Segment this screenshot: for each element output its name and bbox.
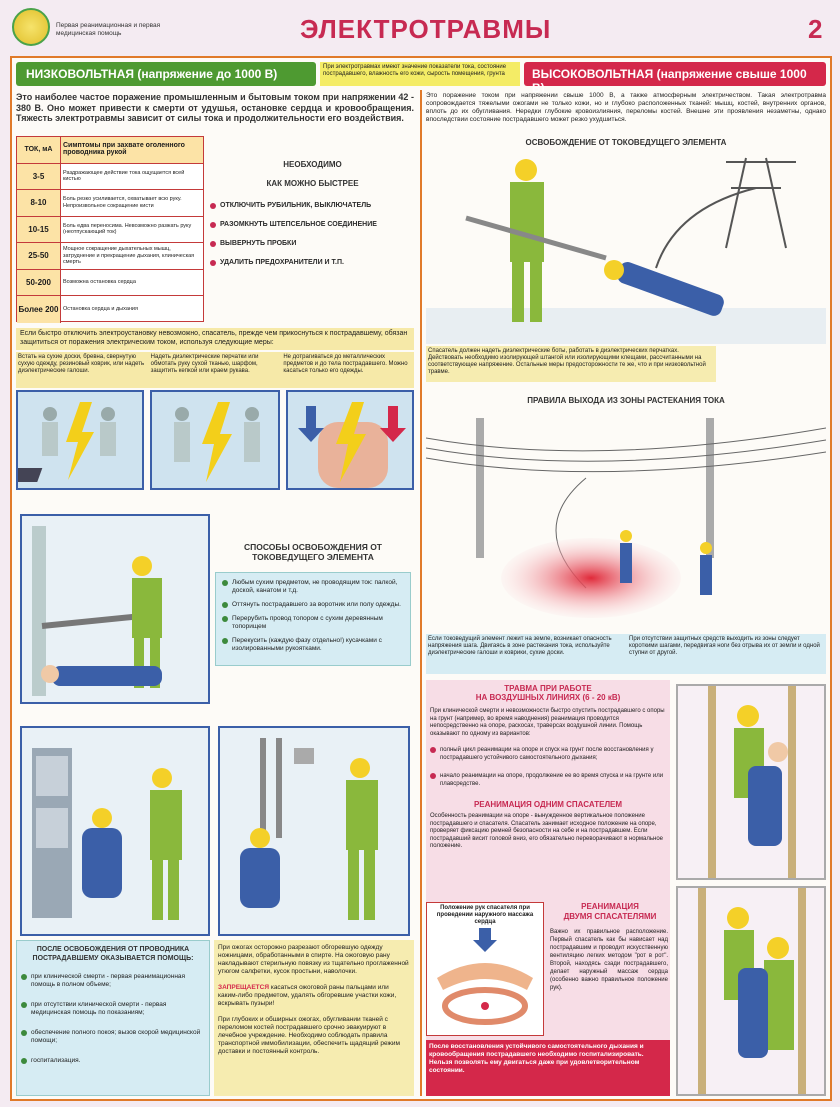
exit-title: ПРАВИЛА ВЫХОДА ИЗ ЗОНЫ РАСТЕКАНИЯ ТОКА: [527, 396, 725, 405]
bullet-icon: [21, 1058, 27, 1064]
measure-picture-3: [286, 390, 414, 490]
axe-illustration: [218, 726, 410, 936]
bullet-icon: [210, 260, 216, 266]
list-item: полный цикл реанимации на опоре и спуск на грунт после восстановления у пострадавшего устойчивого самостоятельного дыхания;: [430, 746, 666, 762]
one-rescuer-illustration: [676, 684, 826, 880]
note-box: При электротравмах имеют значение показатели тока, состояние пострадавшего, влажность его кожи, сырость помещения, грунта: [320, 62, 520, 86]
necessary-item: ОТКЛЮЧИТЬ РУБИЛЬНИК, ВЫКЛЮЧАТЕЛЬ: [210, 202, 415, 209]
table-header-symptoms: Симптомы при захвате оголенного проводника рукой: [61, 137, 203, 163]
high-intro: Это поражение током при напряжении свыше 1000 В, а также атмосферным электричеством. Такая электротравма сопровождается тяжелыми ожогами не только кожи, но и глубоко расположенных тканей: мышц, костей, внутренних органов, вплоть до их обугливания. Нередки глубокие кровоизлияния, переломы костей. Внешне эти проявления незаметны, однако впоследствии состояние пострадавшего может резко ухудшиться.: [426, 92, 826, 123]
table-cell-current: 10-15: [17, 217, 61, 243]
table-cell-symptom: Боль резко усиливается, охватывает всю руку. Непроизвольное сокращение кисти: [63, 196, 182, 209]
list-item: при отсутствии клинической смерти - первая медицинская помощь по показаниям;: [21, 1001, 205, 1017]
after-release-box: [16, 940, 210, 1096]
burns-box: [214, 940, 414, 1096]
high-voltage-title: ВЫСОКОВОЛЬТНАЯ (напряжение свыше 1000 В): [524, 62, 826, 86]
necessary-subtitle: КАК МОЖНО БЫСТРЕЕ: [266, 179, 359, 188]
necessary-item: РАЗОМКНУТЬ ШТЕПСЕЛЬНОЕ СОЕДИНЕНИЕ: [210, 221, 415, 228]
forbidden-label: ЗАПРЕЩАЕТСЯ: [218, 984, 270, 991]
overhead-title: ТРАВМА ПРИ РАБОТЕ: [504, 684, 592, 693]
list-item: начало реанимации на опоре, продолжение ее во время спуска и на грунте или плавсредстве.: [430, 772, 666, 788]
necessary-item: ВЫВЕРНУТЬ ПРОБКИ: [210, 240, 415, 247]
table-header-current: ТОК, мА: [17, 137, 61, 163]
burns-forbidden: [218, 984, 410, 1008]
final-warning: После восстановления устойчивого самостоятельного дыхания и кровообращения пострадавшего необходимо госпитализировать. Нельзя позволять ему двигаться даже при удовлетворительном состоянии.: [426, 1040, 670, 1096]
table-cell-current: 25-50: [17, 243, 61, 269]
page-number: 2: [808, 14, 823, 44]
forbidden-text: касаться ожоговой раны пальцами или каким-либо предметом, удалять обгоревшие участки кожи, вскрывать пузыри!: [218, 984, 397, 1007]
release-illustration-high: [426, 148, 826, 344]
list-item: обеспечение полного покоя; вызов скорой медицинской помощи;: [21, 1029, 205, 1045]
hands-box: [426, 902, 544, 1036]
release-illustration: [20, 514, 210, 704]
list-item: Перерубить провод топором с сухим деревянным топорищем: [222, 615, 404, 631]
measures-row: [16, 352, 414, 388]
measure-text: Встать на сухие доски, бревна, свернутую сухую одежду, резиновый коврик, или надеть диэлектрические галоши.: [18, 354, 145, 374]
release-text: Спасатель должен надеть диэлектрические боты, работать в диэлектрических перчатках. Действовать необходимо изолирующей штангой или изолирующими клещами, рассчитанными на соответствующее напряжение. Остальные меры предосторожности те же, что и при низковольтной травме.: [426, 346, 716, 382]
measure-picture-2: [150, 390, 280, 490]
burns-text-2: При глубоких и обширных ожогах, обугливании тканей с переломом костей пострадавшего срочно эвакуируют в лечебное учреждение. Необходимо соблюдать правила транспортной иммобилизации, обеспечить щадящий режим доставки и постоянный контроль.: [218, 1016, 400, 1055]
necessary-block: [210, 160, 415, 278]
current-table: [16, 136, 204, 322]
bullet-icon: [222, 602, 228, 608]
one-rescuer-text: Особенность реанимации на опоре - вынужденное вертикальное положение пострадавшего и спасателя. Спасатель занимает исходное положение на опоре, проверяет фиксацию ремней безопасности на себе и на пострадавшем. Если пострадавший висит головой вниз, его обязательно переворачивают в нормальное положение.: [430, 813, 664, 849]
necessary-title: НЕОБХОДИМО: [283, 160, 342, 169]
measure-picture-1: [16, 390, 144, 490]
list-item: Любым сухим предметом, не проводящим ток: палкой, доской, канатом и т.д.: [222, 579, 404, 595]
hands-title: Положение рук спасателя при проведении наружного массажа сердца: [436, 905, 534, 925]
bullet-icon: [222, 580, 228, 586]
overhead-text: При клинической смерти и невозможности быстро спустить пострадавшего с опоры на грунт (например, во время наводнения) реанимация проводится непосредственно на опоре, раскосах, траверсах воздушной линии. Помощь оказывают по одному из вариантов:: [430, 708, 665, 737]
bullet-icon: [430, 773, 436, 779]
list-item: Оттянуть пострадавшего за воротник или полу одежды.: [222, 601, 404, 609]
column-divider: [420, 90, 422, 1096]
methods-title: СПОСОБЫ ОСВОБОЖДЕНИЯ ОТ ТОКОВЕДУЩЕГО ЭЛЕМЕНТА: [243, 542, 383, 562]
table-cell-symptom: Мощное сокращение дыхательных мышц, затруднение и прекращение дыхания, клиническая смерть: [63, 246, 195, 265]
page-title: ЭЛЕКТРОТРАВМЫ: [300, 14, 552, 44]
bullet-icon: [21, 1002, 27, 1008]
measure-text: Не дотрагиваться до металлических предметов и до тела пострадавшего. Можно касаться только его одежды.: [283, 354, 408, 374]
overhead-subtitle: НА ВОЗДУШНЫХ ЛИНИЯХ (6 - 20 кВ): [475, 693, 621, 702]
protection-band: Если быстро отключить электроустановку невозможно, спасатель, прежде чем прикоснуться к пострадавшему, обязан защититься от поражения электрическим током, используя следующие меры:: [16, 328, 414, 350]
bullet-icon: [222, 638, 228, 644]
table-cell-symptom: Возможна остановка сердца: [63, 279, 136, 285]
bullet-icon: [430, 747, 436, 753]
table-cell-symptom: Раздражающее действие тока ощущается всей кистью: [63, 169, 185, 183]
burns-text-1: При ожогах осторожно разрезают обгоревшую одежду ножницами, обработанными в спирте. На ожоговую рану накладывают стерильную повязку из тщательно проглаженной утюгом салфетки, кусок простыни, наволочки.: [218, 944, 409, 975]
methods-block: [215, 542, 411, 666]
table-cell-current: 50-200: [17, 270, 61, 296]
exit-text-right: При отсутствии защитных средств выходить из зоны следует короткими шагами, передвигая ноги без отрыва их от земли и одной ступни от другой.: [629, 636, 820, 656]
two-rescuers-text: Важно их правильное расположение. Первый спасатель как бы нависает над пострадавшим и проводит искусственную вентиляцию легких методом "рот в рот". Второй, находясь сзади пострадавшего, делает наружный массаж сердца (особенно важно правильное положение рук).: [550, 929, 668, 991]
two-rescuers-subtitle: ДВУМЯ СПАСАТЕЛЯМИ: [563, 912, 657, 921]
methods-list: [215, 572, 411, 666]
list-item: Перекусить (каждую фазу отдельно!) кусачками с изолированными рукоятками.: [222, 637, 404, 653]
one-rescuer-title: РЕАНИМАЦИЯ ОДНИМ СПАСАТЕЛЕМ: [473, 800, 623, 809]
list-item: при клинической смерти - первая реанимационная помощь в полном объеме;: [21, 973, 205, 989]
list-item: госпитализация.: [21, 1057, 205, 1065]
low-intro: Это наиболее частое поражение промышленным и бытовым током при напряжении 42 - 380 В. Оно может привести к смерти от удушья, остановке сердца и кровообращения. Тяжесть электротравмы зависит от силы тока и продолжительности его воздействия.: [16, 92, 414, 123]
bullet-icon: [21, 974, 27, 980]
table-cell-symptom: Остановка сердца и дыхания: [63, 306, 138, 312]
header-subtitle: Первая реанимационная и первая медицинская помощь: [56, 22, 161, 37]
table-cell-symptom: Боль едва переносима. Невозможно разжать руку (неотпускающий ток): [63, 222, 192, 236]
exit-rules: [426, 634, 826, 674]
two-rescuers-title: РЕАНИМАЦИЯ: [581, 902, 639, 911]
exit-text-left: Если токоведущий элемент лежит на земле, возникает опасность напряжения шага. Двигаясь в зоне растекания тока, используйте диэлектрические галоши и коврики, сухие доски.: [428, 636, 612, 656]
necessary-item: УДАЛИТЬ ПРЕДОХРАНИТЕЛИ И Т.П.: [210, 259, 415, 266]
table-cell-current: 3-5: [17, 164, 61, 190]
after-release-title: ПОСЛЕ ОСВОБОЖДЕНИЯ ОТ ПРОВОДНИКА ПОСТРАДАВШЕМУ ОКАЗЫВАЕТСЯ ПОМОЩЬ:: [32, 946, 194, 962]
bullet-icon: [210, 241, 216, 247]
pulling-illustration: [20, 726, 210, 936]
logo: [12, 8, 50, 46]
release-title: ОСВОБОЖДЕНИЕ ОТ ТОКОВЕДУЩЕГО ЭЛЕМЕНТА: [525, 138, 727, 147]
two-rescuers-illustration: [676, 886, 826, 1096]
bullet-icon: [210, 203, 216, 209]
step-voltage-illustration: [426, 408, 826, 632]
table-cell-current: 8-10: [17, 190, 61, 216]
bullet-icon: [210, 222, 216, 228]
measure-text: Надеть диэлектрические перчатки или обмотать руку сухой тканью, шарфом, защитить кепкой или краем рукава.: [150, 354, 259, 374]
bullet-icon: [222, 616, 228, 622]
table-cell-current: Более 200: [17, 296, 61, 323]
bullet-icon: [21, 1030, 27, 1036]
low-voltage-title: НИЗКОВОЛЬТНАЯ (напряжение до 1000 В): [16, 62, 316, 86]
